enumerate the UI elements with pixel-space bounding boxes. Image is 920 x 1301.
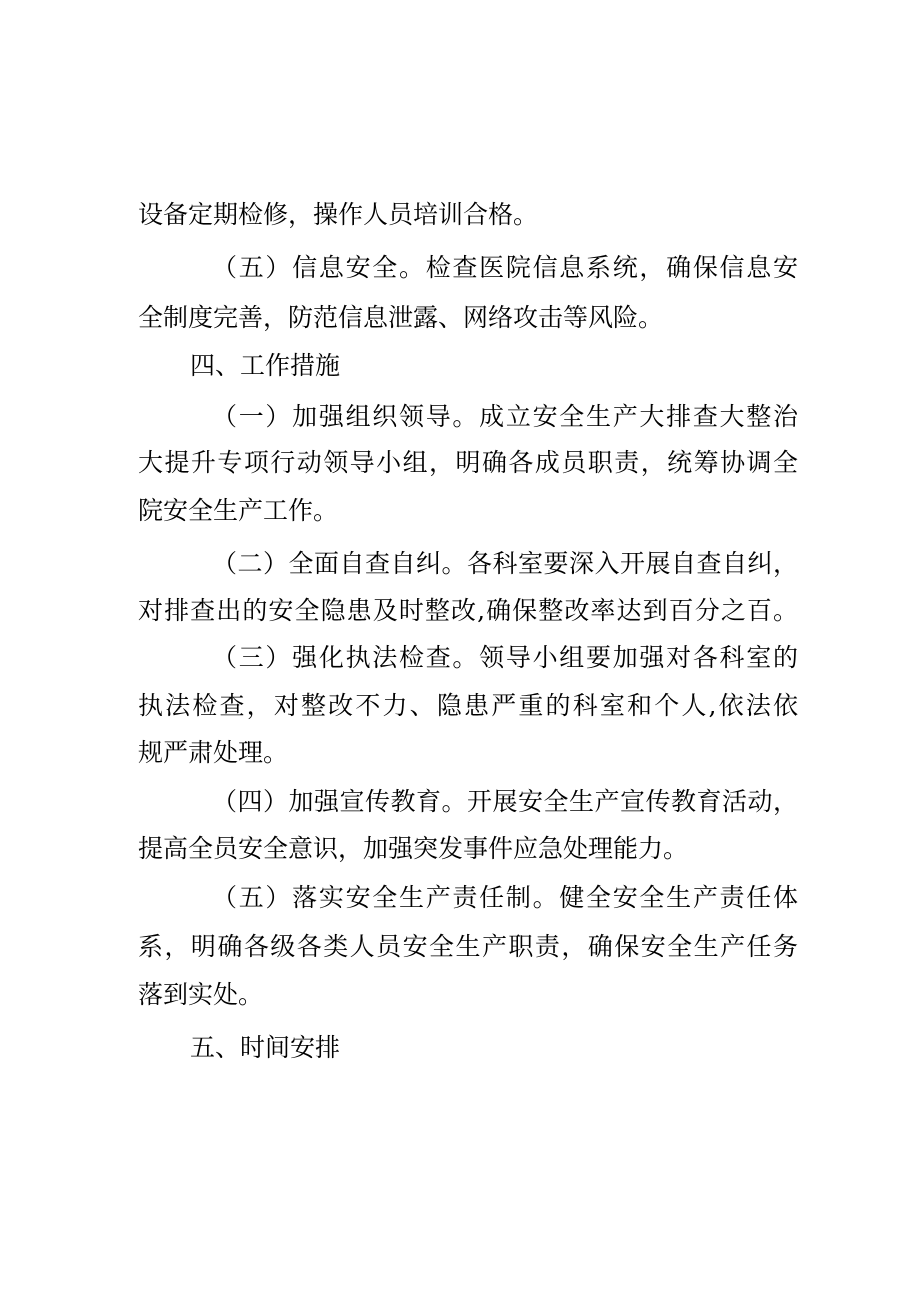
paragraph-line: 系，明确各级各类人员安全生产职责，确保安全生产任务 (138, 932, 798, 961)
paragraph-line: 规严肃处理。 (138, 738, 289, 767)
section-heading: 五、时间安排 (190, 1033, 341, 1062)
section-heading: 四、工作措施 (190, 351, 341, 380)
paragraph-line: （一）加强组织领导。成立安全生产大排查大整治 (212, 402, 798, 431)
paragraph-line: 执法检查，对整改不力、隐患严重的科室和个人,依法依 (138, 691, 798, 720)
paragraph-line: 全制度完善，防范信息泄露、网络攻击等风险。 (138, 303, 664, 332)
paragraph-line: 提高全员安全意识，加强突发事件应急处理能力。 (138, 834, 689, 863)
paragraph-line: 对排查出的安全隐患及时整改,确保整改率达到百分之百。 (138, 596, 798, 625)
paragraph-line: 院安全生产工作。 (138, 496, 339, 525)
paragraph-line: （二）全面自查自纠。各科室要深入开展自查自纠， (212, 549, 798, 578)
paragraph-line: （五）信息安全。检查医院信息系统，确保信息安 (212, 253, 798, 282)
paragraph-line: （三）强化执法检查。领导小组要加强对各科室的 (212, 643, 798, 672)
paragraph-line: （四）加强宣传教育。开展安全生产宣传教育活动， (212, 787, 798, 816)
paragraph-line: （五）落实安全生产责任制。健全安全生产责任体 (212, 883, 798, 912)
paragraph-line: 大提升专项行动领导小组，明确各成员职责，统筹协调全 (138, 448, 798, 477)
paragraph-line: 落到实处。 (138, 980, 264, 1009)
paragraph-line: 设备定期检修，操作人员培训合格。 (138, 200, 539, 229)
